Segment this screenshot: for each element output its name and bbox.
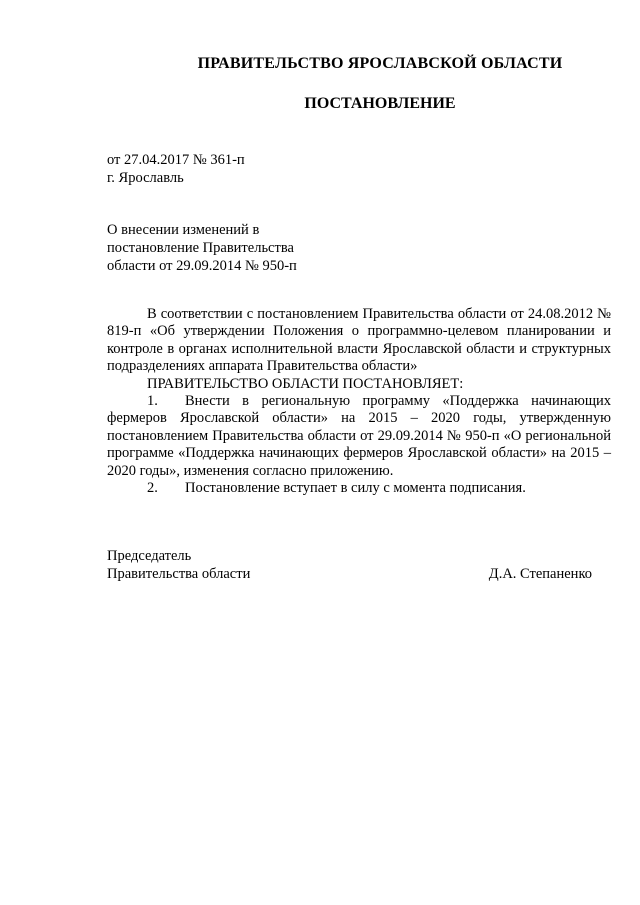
resolution-item: [107, 480, 611, 497]
subject-line: постановление Правительства: [107, 240, 294, 256]
signature-block: [107, 547, 592, 583]
resolution-item: [107, 393, 611, 480]
item-text: Внести в региональную программу «Поддержка начинающих фермеров Ярославской области» на 2015 – 2020 годы, утвержденную постановлением Правительства области от 29.09.2014 № 950-п «О региональной программе «Поддержка начинающих фермеров Ярославской области» на 2015 – 2020 годы», изменения согласно приложению.: [107, 393, 611, 479]
document-meta: [107, 151, 245, 187]
subject-line: О внесении изменений в: [107, 222, 260, 238]
city: г. Ярославль: [107, 170, 184, 186]
item-number: 1.: [147, 393, 158, 410]
item-text: Постановление вступает в силу с момента подписания.: [185, 480, 526, 497]
signature-row: [107, 565, 592, 583]
signatory-title-line1: Председатель: [107, 548, 192, 564]
document-subject: [107, 221, 297, 275]
date-number: от 27.04.2017 № 361-п: [107, 152, 245, 168]
document-type-title: ПОСТАНОВЛЕНИЕ: [304, 95, 456, 112]
preamble-paragraph: В соответствии с постановлением Правительства области от 24.08.2012 № 819-п «Об утверждении Положения о программно-целевом планировании и контроле в органах исполнительной власти Ярославской области и структурных подразделениях аппарата Правительства области»: [107, 306, 611, 375]
resolves-heading: ПРАВИТЕЛЬСТВО ОБЛАСТИ ПОСТАНОВЛЯЕТ:: [147, 375, 464, 392]
document-body: [107, 306, 611, 497]
item-number: 2.: [147, 480, 158, 497]
subject-line: области от 29.09.2014 № 950-п: [107, 258, 297, 274]
signatory-title-line2: Правительства области: [107, 566, 251, 582]
signatory-name: Д.А. Степаненко: [488, 566, 592, 582]
government-title: ПРАВИТЕЛЬСТВО ЯРОСЛАВСКОЙ ОБЛАСТИ: [197, 55, 563, 72]
